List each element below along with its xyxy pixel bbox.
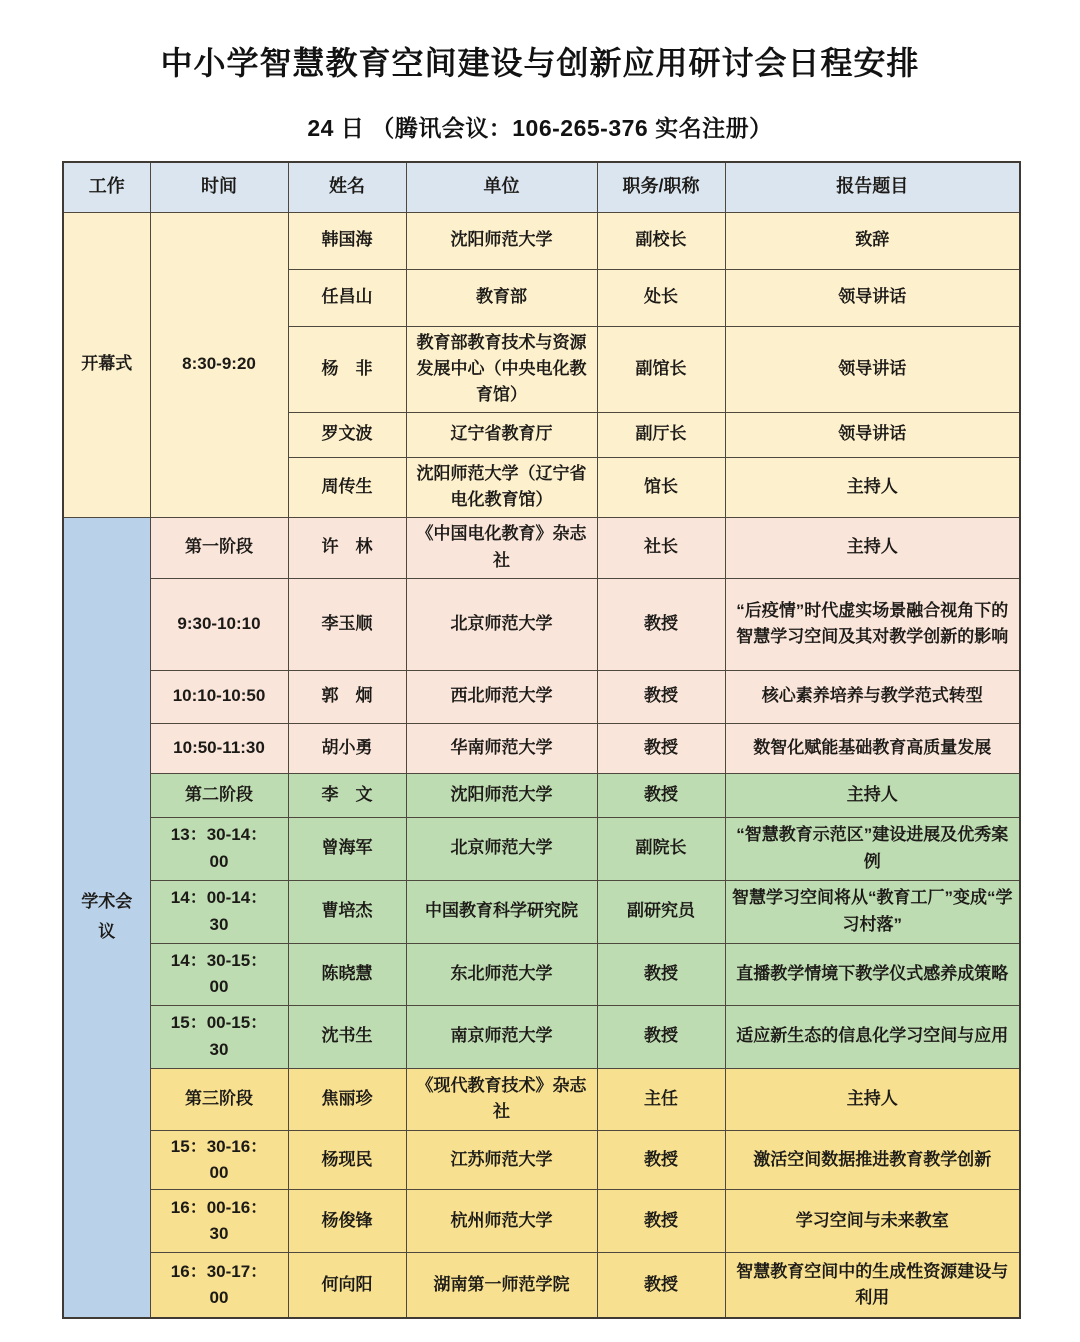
- page-subtitle: 24 日 （腾讯会议：106-265-376 实名注册）: [307, 115, 773, 141]
- role-cell: 教授: [597, 1190, 725, 1253]
- table-row: [63, 578, 1020, 670]
- header-row: [63, 162, 1020, 212]
- role-cell: 副馆长: [597, 326, 725, 412]
- topic-cell: 直播教学情境下教学仪式感养成策略: [725, 943, 1020, 1005]
- time-text: 15：00-15：30: [170, 1013, 268, 1059]
- topic-cell: 核心素养培养与教学范式转型: [725, 670, 1020, 723]
- table-row: [63, 212, 1020, 269]
- phase-cell: 第二阶段: [150, 773, 288, 817]
- org-cell: 东北师范大学: [406, 943, 597, 1005]
- role-cell: 副研究员: [597, 880, 725, 943]
- table-row: [63, 880, 1020, 943]
- topic-cell: 领导讲话: [725, 269, 1020, 326]
- work-cell-opening: 开幕式: [63, 212, 150, 517]
- time-cell: [150, 943, 288, 1005]
- org-cell: 教育部: [406, 269, 597, 326]
- time-cell: 10:10-10:50: [150, 670, 288, 723]
- header-work: 工作: [63, 162, 150, 212]
- org-cell: 杭州师范大学: [406, 1190, 597, 1253]
- role-cell: 教授: [597, 578, 725, 670]
- org-cell: 中国教育科学研究院: [406, 880, 597, 943]
- name-cell: 任昌山: [288, 269, 406, 326]
- time-cell: [150, 880, 288, 943]
- time-text: 13：30-14：00: [170, 825, 268, 871]
- time-text: 14：00-14：30: [170, 888, 268, 934]
- topic-cell: 主持人: [725, 457, 1020, 517]
- work-cell-academic: [63, 517, 150, 1318]
- header-org: 单位: [406, 162, 597, 212]
- role-cell: 教授: [597, 943, 725, 1005]
- time-cell: [150, 817, 288, 880]
- topic-cell: “智慧教育示范区”建设进展及优秀案例: [725, 817, 1020, 880]
- name-cell: 曹培杰: [288, 880, 406, 943]
- table-row: [63, 1130, 1020, 1190]
- name-cell: 李玉顺: [288, 578, 406, 670]
- org-cell: 沈阳师范大学（辽宁省电化教育馆）: [406, 457, 597, 517]
- org-cell: 西北师范大学: [406, 670, 597, 723]
- role-cell: 教授: [597, 773, 725, 817]
- name-cell: 韩国海: [288, 212, 406, 269]
- name-cell: 周传生: [288, 457, 406, 517]
- org-cell: 湖南第一师范学院: [406, 1253, 597, 1318]
- time-cell: 10:50-11:30: [150, 723, 288, 773]
- role-cell: 教授: [597, 670, 725, 723]
- topic-cell: 激活空间数据推进教育教学创新: [725, 1130, 1020, 1190]
- time-cell: [150, 1253, 288, 1318]
- role-cell: 副校长: [597, 212, 725, 269]
- name-cell: 何向阳: [288, 1253, 406, 1318]
- topic-cell: “后疫情”时代虚实场景融合视角下的智慧学习空间及其对教学创新的影响: [725, 578, 1020, 670]
- name-cell: 许 林: [288, 517, 406, 578]
- name-cell: 曾海军: [288, 817, 406, 880]
- org-cell: 辽宁省教育厅: [406, 412, 597, 457]
- name-cell: 罗文波: [288, 412, 406, 457]
- topic-cell: 致辞: [725, 212, 1020, 269]
- table-row: [63, 1190, 1020, 1253]
- name-cell: 杨 非: [288, 326, 406, 412]
- role-cell: 副厅长: [597, 412, 725, 457]
- table-row: [63, 1068, 1020, 1130]
- phase-cell: 第一阶段: [150, 517, 288, 578]
- role-cell: 教授: [597, 1005, 725, 1068]
- header-topic: 报告题目: [725, 162, 1020, 212]
- org-cell: 《中国电化教育》杂志社: [406, 517, 597, 578]
- name-cell: 杨俊锋: [288, 1190, 406, 1253]
- table-row: [63, 1253, 1020, 1318]
- time-text: 16：30-17：00: [170, 1261, 268, 1307]
- header-name: 姓名: [288, 162, 406, 212]
- topic-cell: 主持人: [725, 517, 1020, 578]
- time-cell: [150, 1190, 288, 1253]
- name-cell: 胡小勇: [288, 723, 406, 773]
- time-text: 16：00-16：30: [170, 1197, 268, 1244]
- time-cell-opening: 8:30-9:20: [150, 212, 288, 517]
- role-cell: 处长: [597, 269, 725, 326]
- time-cell: [150, 1130, 288, 1190]
- org-cell: 北京师范大学: [406, 817, 597, 880]
- table-row: [63, 670, 1020, 723]
- name-cell: 李 文: [288, 773, 406, 817]
- name-cell: 沈书生: [288, 1005, 406, 1068]
- name-cell: 陈晓慧: [288, 943, 406, 1005]
- org-cell: 《现代教育技术》杂志社: [406, 1068, 597, 1130]
- header-time: 时间: [150, 162, 288, 212]
- role-cell: 教授: [597, 1253, 725, 1318]
- topic-cell: 主持人: [725, 773, 1020, 817]
- topic-cell: 智慧教育空间中的生成性资源建设与利用: [725, 1253, 1020, 1318]
- org-cell: 华南师范大学: [406, 723, 597, 773]
- name-cell: 焦丽珍: [288, 1068, 406, 1130]
- table-row: [63, 723, 1020, 773]
- role-cell: 副院长: [597, 817, 725, 880]
- role-cell: 主任: [597, 1068, 725, 1130]
- header-role: 职务/职称: [597, 162, 725, 212]
- schedule-table: [62, 161, 1021, 1319]
- role-cell: 馆长: [597, 457, 725, 517]
- table-row: [63, 943, 1020, 1005]
- page-title: 中小学智慧教育空间建设与创新应用研讨会日程安排: [160, 45, 920, 81]
- topic-cell: 主持人: [725, 1068, 1020, 1130]
- topic-cell: 适应新生态的信息化学习空间与应用: [725, 1005, 1020, 1068]
- role-cell: 社长: [597, 517, 725, 578]
- work-label: 学术会议: [81, 891, 133, 942]
- org-cell: 沈阳师范大学: [406, 212, 597, 269]
- org-cell: 北京师范大学: [406, 578, 597, 670]
- name-cell: 郭 炯: [288, 670, 406, 723]
- role-cell: 教授: [597, 723, 725, 773]
- topic-cell: 领导讲话: [725, 326, 1020, 412]
- table-row: [63, 517, 1020, 578]
- time-text: 15：30-16：00: [170, 1136, 268, 1182]
- time-cell: 9:30-10:10: [150, 578, 288, 670]
- time-text: 14：30-15：00: [170, 950, 268, 997]
- org-cell: 南京师范大学: [406, 1005, 597, 1068]
- org-cell: 沈阳师范大学: [406, 773, 597, 817]
- org-cell: 教育部教育技术与资源发展中心（中央电化教育馆）: [406, 326, 597, 412]
- topic-cell: 学习空间与未来教室: [725, 1190, 1020, 1253]
- topic-cell: 领导讲话: [725, 412, 1020, 457]
- table-row: [63, 1005, 1020, 1068]
- phase-cell: 第三阶段: [150, 1068, 288, 1130]
- org-cell: 江苏师范大学: [406, 1130, 597, 1190]
- table-row: [63, 773, 1020, 817]
- table-row: [63, 817, 1020, 880]
- role-cell: 教授: [597, 1130, 725, 1190]
- topic-cell: 智慧学习空间将从“教育工厂”变成“学习村落”: [725, 880, 1020, 943]
- topic-cell: 数智化赋能基础教育高质量发展: [725, 723, 1020, 773]
- time-cell: [150, 1005, 288, 1068]
- name-cell: 杨现民: [288, 1130, 406, 1190]
